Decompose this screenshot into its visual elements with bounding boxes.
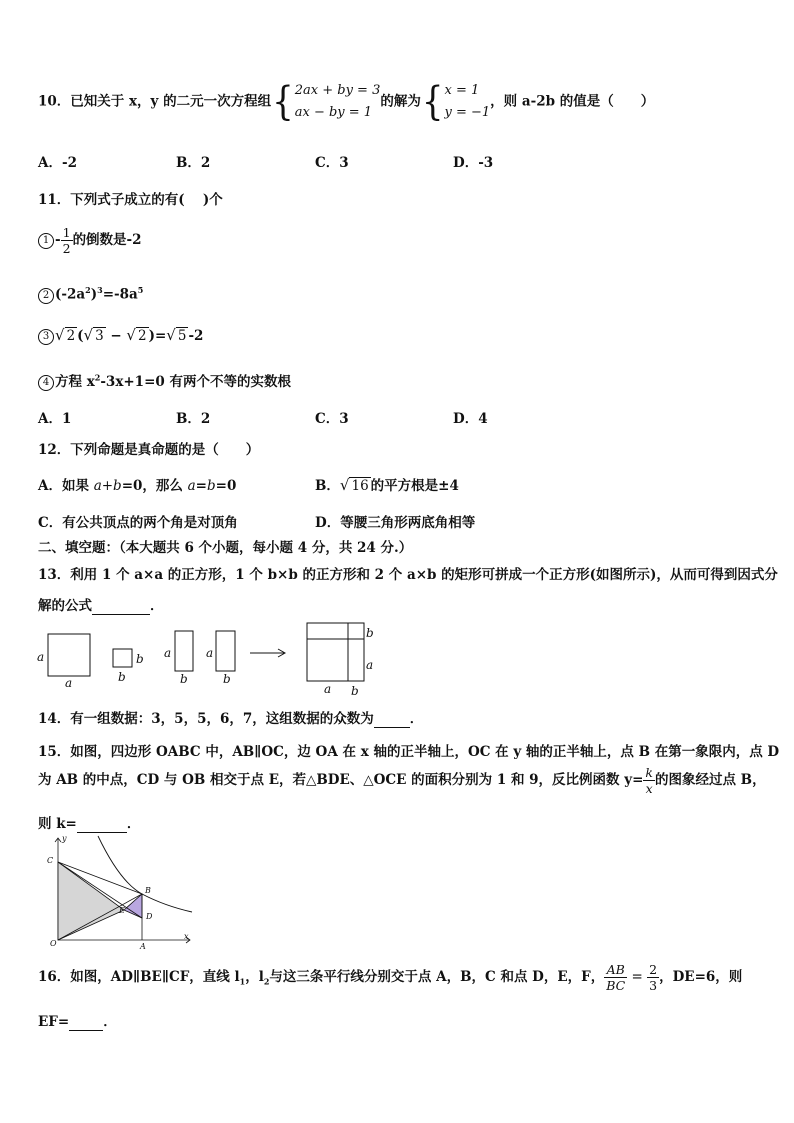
- q12-option-a[interactable]: A．如果 a+b=0，那么 a=b=0: [38, 478, 237, 494]
- question-12-stem: 12．下列命题是真命题的是（ ）: [38, 442, 260, 458]
- label-b: b: [366, 626, 374, 640]
- q11-option-a[interactable]: A．1: [38, 411, 72, 427]
- label-b: b: [136, 652, 144, 666]
- q10-option-b[interactable]: B．2: [176, 155, 211, 171]
- point-b-label: B: [145, 886, 151, 895]
- x-axis-label: x: [184, 932, 189, 941]
- q10-option-a[interactable]: A．-2: [38, 155, 77, 171]
- label-b: b: [223, 672, 231, 686]
- label-a: a: [366, 658, 374, 672]
- label-a: a: [324, 682, 332, 696]
- point-d-label: D: [146, 912, 153, 921]
- triangle-bde: [124, 894, 142, 918]
- point-a-label: A: [140, 942, 146, 951]
- triangle-oce: [58, 862, 124, 940]
- question-13-line-1: 13．利用 1 个 a×a 的正方形，1 个 b×b 的正方形和 2 个 a×b 的矩形可拼成一个正方形(如图所示)，从而可得到因式分: [38, 567, 778, 583]
- square-a: [48, 634, 90, 676]
- q10-option-c[interactable]: C．3: [315, 155, 349, 171]
- question-14: 14．有一组数据：3，5，5，6，7，这组数据的众数为 ．: [38, 711, 424, 727]
- rect-ab-2: [216, 631, 235, 671]
- y-axis-label: y: [62, 834, 67, 843]
- q10-equation-system: 2ax + by = 3 ax − by = 1: [294, 83, 381, 120]
- q13-answer-blank[interactable]: [92, 598, 150, 615]
- label-b: b: [351, 684, 359, 698]
- label-b: b: [180, 672, 188, 686]
- point-c-label: C: [47, 856, 54, 865]
- question-11-stem: 11．下列式子成立的有( )个: [38, 192, 223, 208]
- label-a: a: [65, 676, 73, 690]
- question-16-line-2: EF= ．: [38, 1014, 117, 1030]
- q16-answer-blank[interactable]: [69, 1014, 103, 1031]
- square-b: [113, 649, 132, 667]
- q10-suffix: ，则 a-2b 的值是（ ）: [490, 93, 655, 110]
- fraction-one-half: $\frac{1}{2}$: [62, 225, 71, 256]
- question-16-line-1: 16．如图，AD∥BE∥CF，直线 $l_1$，$l_2$与这三条平行线分别交于点 A，B，C 和点 D，E，F， $\frac{AB}{BC}$ = $\frac{2}{3}$ ，DE=6，则: [38, 962, 743, 993]
- rect-ab-1: [175, 631, 193, 671]
- q10-solution-system: x = 1 y = −1: [444, 83, 491, 120]
- question-13-line-2: 解的公式 ．: [38, 598, 164, 614]
- q15-answer-blank[interactable]: [77, 816, 127, 833]
- label-a: a: [37, 650, 45, 664]
- label-a: a: [164, 646, 172, 660]
- q15-coordinate-figure: [40, 832, 200, 950]
- fraction-two-thirds: $\frac{2}{3}$: [649, 962, 658, 993]
- fraction-ab-over-bc: $\frac{AB}{BC}$: [606, 962, 626, 993]
- combined-square: [307, 623, 364, 681]
- q10-prefix: 10．已知关于 x，y 的二元一次方程组: [38, 93, 272, 110]
- q11-option-c[interactable]: C．3: [315, 411, 349, 427]
- hyperbola-curve: [98, 836, 192, 912]
- left-brace: {: [272, 79, 294, 125]
- question-15-line-2: 为 AB 的中点，CD 与 OB 相交于点 E，若△BDE、△OCE 的面积分别为 1 和 9，反比例函数 y= $\frac{k}{x}$ 的图象经过点 B，: [38, 765, 766, 796]
- q10-mid: 的解为: [380, 93, 421, 110]
- label-b: b: [118, 670, 126, 684]
- q12-option-b[interactable]: B．√ 16 的平方根是±4: [315, 476, 459, 494]
- q11-item-1: 1 - $\frac{1}{2}$ 的倒数是-2: [38, 225, 142, 256]
- q11-item-2: 2 $(-2a^2)^3=-8a^5$: [38, 285, 143, 304]
- q11-item-3: 3 √ 2 (√ 3 − √ 2 )=√ 5 -2: [38, 326, 203, 345]
- q14-answer-blank[interactable]: [374, 711, 410, 728]
- point-o-label: O: [50, 939, 57, 948]
- section-fill-in-header: 二、填空题：（本大题共 6 个小题，每小题 4 分，共 24 分.）: [38, 540, 413, 556]
- question-15-line-1: 15．如图，四边形 OABC 中，AB∥OC，边 OA 在 x 轴的正半轴上，OC 在 y 轴的正半轴上，点 B 在第一象限内，点 D: [38, 744, 780, 760]
- question-15-line-3: 则 k= ．: [38, 816, 141, 832]
- q11-option-d[interactable]: D．4: [453, 411, 488, 427]
- q12-option-d[interactable]: D．等腰三角形两底角相等: [315, 515, 476, 531]
- point-e-label: E: [119, 906, 125, 915]
- q12-option-c[interactable]: C．有公共顶点的两个角是对顶角: [38, 515, 238, 531]
- q10-option-d[interactable]: D．-3: [453, 155, 494, 171]
- q11-item-4: 4 方程 $x^2-3x+1=0$ 有两个不等的实数根: [38, 370, 291, 391]
- question-10: [38, 80, 654, 124]
- fraction-k-over-x: $\frac{k}{x}$: [645, 765, 653, 796]
- label-a: a: [206, 646, 214, 660]
- q11-option-b[interactable]: B．2: [176, 411, 211, 427]
- left-brace: {: [421, 79, 444, 125]
